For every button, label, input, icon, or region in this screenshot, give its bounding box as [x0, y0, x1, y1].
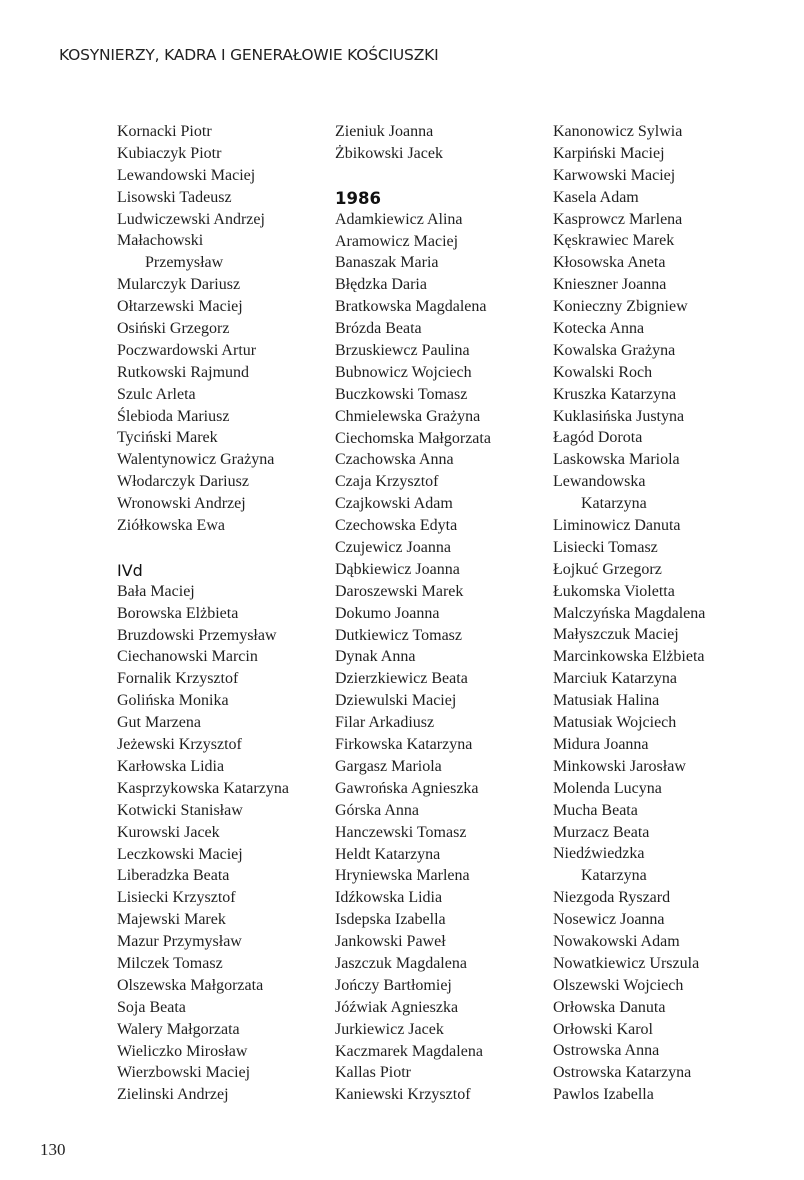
name-entry: Bruzdowski Przemysław — [117, 626, 277, 644]
running-header: KOSYNIERZY, KADRA I GENERAŁOWIE KOŚCIUSZKI — [59, 46, 439, 64]
name-entry: Kubiaczyk Piotr — [117, 144, 222, 162]
name-entry: Lewandowska — [553, 473, 646, 491]
name-entry: Ludwiczewski Andrzej — [117, 210, 265, 228]
name-entry: Kasela Adam — [553, 188, 639, 206]
name-entry: Mularczyk Dariusz — [117, 276, 241, 294]
name-entry: Kaniewski Krzysztof — [335, 1086, 471, 1104]
name-entry: Olszewska Małgorzata — [117, 976, 264, 994]
name-entry: Czajkowski Adam — [335, 495, 453, 513]
name-entry: Karłowska Lidia — [117, 757, 225, 775]
name-entry: Wieliczko Mirosław — [117, 1042, 248, 1060]
name-entry: Golińska Monika — [117, 692, 229, 710]
name-entry: Knieszner Joanna — [553, 276, 667, 294]
name-entry: Kruszka Katarzyna — [553, 385, 677, 403]
name-entry: Kęskrawiec Marek — [553, 232, 675, 250]
name-entry: Gawrońska Agnieszka — [335, 779, 479, 797]
name-entry: Wierzbowski Maciej — [117, 1064, 251, 1082]
name-entry: Milczek Tomasz — [117, 954, 223, 972]
name-entry: Dąbkiewicz Joanna — [335, 560, 460, 578]
name-entry: Dutkiewicz Tomasz — [335, 626, 462, 644]
name-entry: Bała Maciej — [117, 582, 195, 600]
name-entry: Łagód Dorota — [553, 429, 643, 447]
name-entry: Molenda Lucyna — [553, 779, 662, 797]
name-entry: Dokumo Joanna — [335, 604, 440, 622]
name-entry: Hanczewski Tomasz — [335, 823, 467, 841]
name-entry: Brzuskiewcz Paulina — [335, 342, 470, 360]
name-column-2 — [335, 121, 491, 1106]
name-entry: Kotecka Anna — [553, 320, 645, 338]
name-entry: Jaszczuk Magdalena — [335, 954, 467, 972]
name-column-1 — [117, 121, 289, 1106]
name-entry: Ziółkowska Ewa — [117, 517, 225, 535]
name-entry: Nosewicz Joanna — [553, 911, 665, 929]
name-continuation: Katarzyna — [581, 867, 647, 885]
name-entry: Soja Beata — [117, 998, 186, 1016]
name-entry: Karpiński Maciej — [553, 144, 665, 162]
name-entry: Łukomska Violetta — [553, 582, 675, 600]
name-entry: Filar Arkadiusz — [335, 714, 435, 732]
name-entry: Buczkowski Tomasz — [335, 385, 468, 403]
name-entry: Dzierzkiewicz Beata — [335, 670, 468, 688]
name-entry: Walentynowicz Grażyna — [117, 451, 275, 469]
name-entry: Olszewski Wojciech — [553, 976, 684, 994]
name-entry: Firkowska Katarzyna — [335, 736, 473, 754]
name-entry: Konieczny Zbigniew — [553, 298, 688, 316]
name-entry: Włodarczyk Dariusz — [117, 473, 249, 491]
name-entry: Zieniuk Joanna — [335, 123, 434, 140]
section-spacer — [335, 165, 491, 187]
name-entry: Ołtarzewski Maciej — [117, 298, 243, 316]
name-entry: Idźkowska Lidia — [335, 889, 443, 907]
page-number: 130 — [40, 1140, 66, 1159]
name-entry: Czechowska Edyta — [335, 517, 458, 535]
name-entry: Jóźwiak Agnieszka — [335, 998, 459, 1016]
name-entry: Lisiecki Tomasz — [553, 538, 658, 556]
name-entry: Laskowska Mariola — [553, 451, 680, 469]
name-column-3 — [553, 121, 705, 1106]
name-entry: Malczyńska Magdalena — [553, 604, 706, 622]
name-entry: Tyciński Marek — [117, 429, 218, 447]
name-entry: Jończy Bartłomiej — [335, 976, 452, 994]
name-entry: Gargasz Mariola — [335, 757, 442, 775]
name-entry: Lisiecki Krzysztof — [117, 889, 236, 907]
name-entry: Daroszewski Marek — [335, 582, 464, 600]
name-entry: Kasprzykowska Katarzyna — [117, 779, 289, 797]
name-entry: Kasprowcz Marlena — [553, 210, 683, 228]
name-entry: Leczkowski Maciej — [117, 845, 243, 863]
name-entry: Wronowski Andrzej — [117, 495, 246, 513]
name-entry: Kowalski Roch — [553, 363, 653, 381]
name-entry: Bubnowicz Wojciech — [335, 363, 472, 381]
name-entry: Ostrowska Katarzyna — [553, 1064, 692, 1082]
name-entry: Łojkuć Grzegorz — [553, 560, 662, 578]
name-entry: Ciechomska Małgorzata — [335, 429, 491, 447]
name-entry: Małachowski — [117, 232, 204, 250]
name-entry: Błędzka Daria — [335, 276, 427, 294]
name-entry: Minkowski Jarosław — [553, 757, 686, 775]
name-entry: Aramowicz Maciej — [335, 232, 459, 250]
name-entry: Kowalska Grażyna — [553, 341, 676, 359]
name-entry: Szulc Arleta — [117, 385, 196, 403]
name-entry: Kanonowicz Sylwia — [553, 123, 683, 140]
name-entry: Gut Marzena — [117, 714, 201, 732]
name-entry: Hryniewska Marlena — [335, 867, 470, 885]
name-entry: Kaczmarek Magdalena — [335, 1042, 483, 1060]
name-entry: Dynak Anna — [335, 648, 416, 666]
name-entry: Walery Małgorzata — [117, 1020, 240, 1038]
name-entry: Ślebioda Mariusz — [117, 407, 230, 425]
name-entry: Heldt Katarzyna — [335, 845, 441, 863]
name-entry: Czujewicz Joanna — [335, 539, 451, 557]
name-entry: Nowakowski Adam — [553, 932, 680, 950]
name-entry: Orłowski Karol — [553, 1020, 653, 1038]
name-entry: Marciuk Katarzyna — [553, 670, 677, 688]
section-heading: IVd — [117, 560, 143, 580]
name-entry: Nowatkiewicz Urszula — [553, 954, 700, 972]
name-entry: Czachowska Anna — [335, 451, 454, 469]
name-entry: Niezgoda Ryszard — [553, 889, 671, 907]
name-entry: Kotwicki Stanisław — [117, 801, 243, 819]
name-entry: Chmielewska Grażyna — [335, 407, 481, 425]
name-entry: Pawlos Izabella — [553, 1086, 654, 1104]
name-entry: Bratkowska Magdalena — [335, 298, 487, 316]
name-entry: Karwowski Maciej — [553, 166, 676, 184]
name-entry: Lewandowski Maciej — [117, 166, 256, 184]
name-entry: Borowska Elżbieta — [117, 604, 239, 622]
name-entry: Majewski Marek — [117, 911, 226, 929]
name-entry: Liberadzka Beata — [117, 867, 230, 885]
name-entry: Marcinkowska Elżbieta — [553, 648, 705, 666]
name-entry: Niedźwiedzka — [553, 845, 645, 863]
name-continuation: Przemysław — [145, 254, 224, 272]
name-entry: Matusiak Halina — [553, 692, 660, 710]
name-entry: Małyszczuk Maciej — [553, 626, 679, 644]
name-entry: Liminowicz Danuta — [553, 517, 681, 535]
name-entry: Jeżewski Krzysztof — [117, 736, 242, 754]
name-entry: Zielinski Andrzej — [117, 1086, 229, 1104]
section-heading: 1986 — [335, 188, 381, 208]
name-entry: Adamkiewicz Alina — [335, 210, 463, 228]
name-entry: Poczwardowski Artur — [117, 341, 257, 359]
name-entry: Czaja Krzysztof — [335, 473, 439, 491]
name-entry: Lisowski Tadeusz — [117, 188, 232, 206]
name-entry: Jurkiewicz Jacek — [335, 1020, 444, 1038]
name-entry: Orłowska Danuta — [553, 998, 666, 1016]
name-entry: Brózda Beata — [335, 320, 422, 338]
name-entry: Jankowski Paweł — [335, 933, 446, 951]
name-entry: Rutkowski Rajmund — [117, 363, 250, 381]
name-entry: Kurowski Jacek — [117, 823, 220, 841]
name-entry: Isdepska Izabella — [335, 911, 446, 929]
name-entry: Murzacz Beata — [553, 823, 650, 841]
name-entry: Ostrowska Anna — [553, 1042, 660, 1060]
name-entry: Matusiak Wojciech — [553, 714, 677, 732]
name-entry: Ciechanowski Marcin — [117, 648, 258, 666]
name-entry: Dziewulski Maciej — [335, 692, 457, 710]
name-entry: Kallas Piotr — [335, 1064, 411, 1082]
name-entry: Midura Joanna — [553, 735, 649, 753]
name-entry: Kuklasińska Justyna — [553, 407, 685, 425]
name-entry: Górska Anna — [335, 801, 419, 819]
name-entry: Kornacki Piotr — [117, 123, 212, 140]
name-continuation: Katarzyna — [581, 495, 647, 513]
name-entry: Żbikowski Jacek — [335, 144, 443, 162]
name-entry: Fornalik Krzysztof — [117, 670, 239, 688]
name-entry: Osiński Grzegorz — [117, 320, 230, 338]
section-spacer — [117, 537, 289, 559]
name-entry: Kłosowska Aneta — [553, 254, 666, 272]
name-entry: Banaszak Maria — [335, 254, 439, 272]
name-entry: Mazur Przymysław — [117, 933, 242, 951]
name-entry: Mucha Beata — [553, 801, 638, 819]
